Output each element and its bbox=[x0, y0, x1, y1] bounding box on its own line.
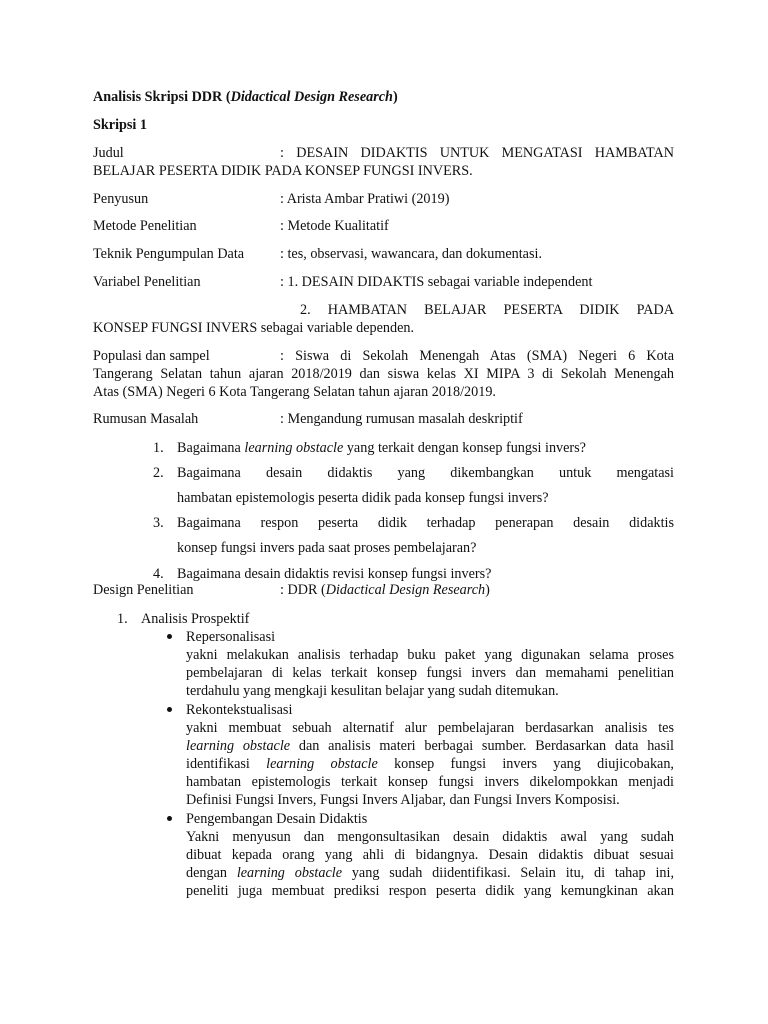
rumusan-q3-line1: Bagaimana respon peserta didik terhadap penerapan desain didaktis bbox=[177, 515, 674, 531]
prospektif-heading: Analisis Prospektif bbox=[141, 611, 250, 627]
penyusun-label: Penyusun bbox=[93, 191, 149, 207]
rekontekstualisasi-title: Rekontekstualisasi bbox=[186, 702, 293, 718]
rumusan-q3-number: 3. bbox=[153, 515, 164, 531]
pengembangan-line1: Yakni menyusun dan mengonsultasikan desain didaktis awal yang sudah bbox=[186, 829, 674, 845]
repersonalisasi-line1: yakni melakukan analisis terhadap buku paket yang digunakan selama proses bbox=[186, 647, 674, 663]
rumusan-q4: Bagaimana desain didaktis revisi konsep fungsi invers? bbox=[177, 566, 492, 582]
rekontekstualisasi-line1: yakni membuat sebuah alternatif alur pembelajaran berdasarkan analisis tes bbox=[186, 720, 674, 736]
rumusan-label: Rumusan Masalah bbox=[93, 411, 199, 427]
pengembangan-line4: peneliti juga membuat prediksi respon peserta didik yang kemungkinan akan bbox=[186, 883, 674, 899]
rumusan-q4-number: 4. bbox=[153, 566, 164, 582]
populasi-value-line3: Atas (SMA) Negeri 6 Kota Tangerang Selatan tahun ajaran 2018/2019. bbox=[93, 384, 496, 400]
rumusan-q1-number: 1. bbox=[153, 440, 164, 456]
variabel-label: Variabel Penelitian bbox=[93, 274, 201, 290]
rekontekstualisasi-line4: hambatan epistemologis terkait konsep fungsi invers dikelompokkan menjadi bbox=[186, 774, 674, 790]
repersonalisasi-line2: pembelajaran di kelas terkait konsep fungsi invers dan memahami penelitian bbox=[186, 665, 674, 681]
judul-label: Judul bbox=[93, 145, 124, 161]
judul-value-line2: BELAJAR PESERTA DIDIK PADA KONSEP FUNGSI INVERS. bbox=[93, 163, 473, 179]
populasi-label: Populasi dan sampel bbox=[93, 348, 210, 364]
pengembangan-title: Pengembangan Desain Didaktis bbox=[186, 811, 368, 827]
judul-value-line1: : DESAIN DIDAKTIS UNTUK MENGATASI HAMBATAN bbox=[280, 145, 674, 161]
rumusan-q2-line1: Bagaimana desain didaktis yang dikembangkan untuk mengatasi bbox=[177, 465, 674, 481]
rumusan-q1: Bagaimana learning obstacle yang terkait dengan konsep fungsi invers? bbox=[177, 440, 586, 456]
variabel-value-line3: KONSEP FUNGSI INVERS sebagai variable dependen. bbox=[93, 320, 415, 336]
bullet-icon bbox=[167, 816, 172, 821]
metode-value: : Metode Kualitatif bbox=[280, 218, 389, 234]
teknik-value: : tes, observasi, wawancara, dan dokumentasi. bbox=[280, 246, 542, 262]
section-heading: Skripsi 1 bbox=[93, 117, 148, 133]
rumusan-q2-line2: hambatan epistemologis peserta didik pada konsep fungsi invers? bbox=[177, 490, 549, 506]
rekontekstualisasi-line2: learning obstacle dan analisis materi berbagai sumber. Berdasarkan data hasil bbox=[186, 738, 674, 754]
rumusan-value: : Mengandung rumusan masalah deskriptif bbox=[280, 411, 523, 427]
pengembangan-line2: dibuat kepada orang yang ahli di bidangnya. Desain didaktis dibuat sesuai bbox=[186, 847, 674, 863]
rekontekstualisasi-line3: identifikasi learning obstacle konsep fungsi invers yang diujicobakan, bbox=[186, 756, 674, 772]
repersonalisasi-title: Repersonalisasi bbox=[186, 629, 276, 645]
variabel-value-line2: 2. HAMBATAN BELAJAR PESERTA DIDIK PADA bbox=[300, 302, 674, 318]
rekontekstualisasi-line5: Definisi Fungsi Invers, Fungsi Invers Aljabar, dan Fungsi Invers Komposisi. bbox=[186, 792, 620, 808]
rumusan-q2-number: 2. bbox=[153, 465, 164, 481]
design-value: : DDR (Didactical Design Research) bbox=[280, 582, 490, 598]
document-title: Analisis Skripsi DDR (Didactical Design Research) bbox=[93, 89, 398, 105]
variabel-value-line1: : 1. DESAIN DIDAKTIS sebagai variable independent bbox=[280, 274, 593, 290]
rumusan-q3-line2: konsep fungsi invers pada saat proses pembelajaran? bbox=[177, 540, 477, 556]
populasi-value-line2: Tangerang Selatan tahun ajaran 2018/2019 dan siswa kelas XI MIPA 3 di Sekolah Menengah bbox=[93, 366, 674, 382]
repersonalisasi-line3: terdahulu yang mengkaji kesulitan belajar yang sudah ditemukan. bbox=[186, 683, 559, 699]
bullet-icon bbox=[167, 634, 172, 639]
pengembangan-line3: dengan learning obstacle yang sudah diidentifikasi. Selain itu, di tahap ini, bbox=[186, 865, 674, 881]
metode-label: Metode Penelitian bbox=[93, 218, 197, 234]
penyusun-value: : Arista Ambar Pratiwi (2019) bbox=[280, 191, 450, 207]
teknik-label: Teknik Pengumpulan Data bbox=[93, 246, 245, 262]
prospektif-number: 1. bbox=[117, 611, 128, 627]
populasi-value-line1: : Siswa di Sekolah Menengah Atas (SMA) Negeri 6 Kota bbox=[280, 348, 674, 364]
design-label: Design Penelitian bbox=[93, 582, 194, 598]
bullet-icon bbox=[167, 707, 172, 712]
